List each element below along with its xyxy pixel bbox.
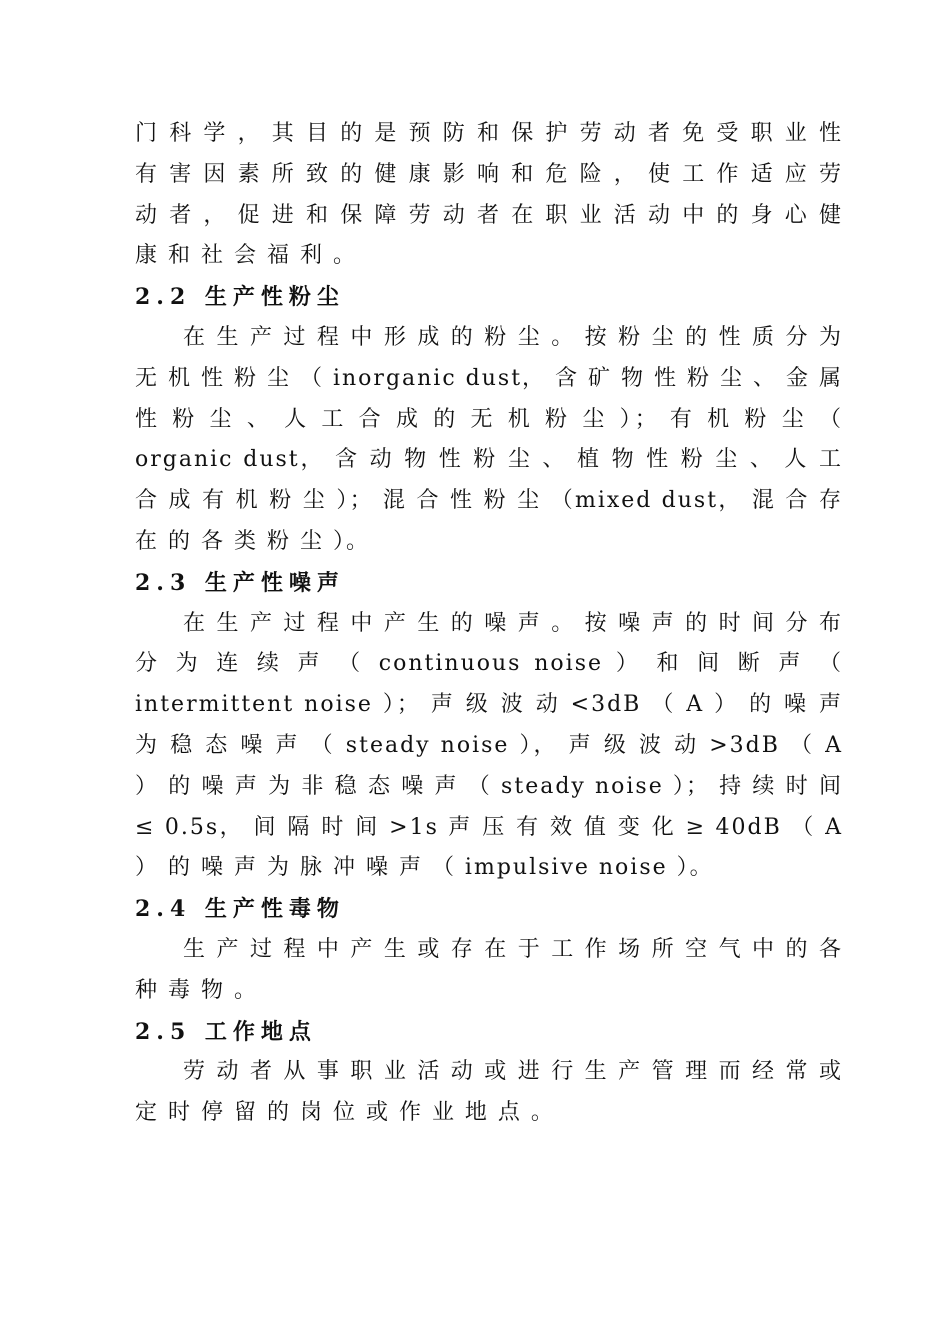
section-heading-2-2: 2.2 生产性粉尘	[135, 284, 345, 311]
section-heading-2-3: 2.3 生产性噪声	[135, 569, 345, 596]
document-page	[135, 114, 843, 1134]
section-body-2-3: 在 生 产 过 程 中 产 生 的 噪 声 。 按 噪 声 的 时 间 分 布 分 为 连 续 声 （ continuous noise ） 和 间 断 声 （ intermittent noise ）； 声 级 波 动 <3dB （ A ） 的 噪 声 为 稳 态 噪 声 （ steady noise ）， 声 级 波 动 >3dB （ A ） 的 噪 声 为 非 稳 态 噪 声 （ steady noise ）； 持 续 时 间 ≤ 0.5s， 间 隔 时 间 >1s 声 压 有 效 值 变 化 ≥ 40dB （ A ） 的 噪 声 为 脉 冲 噪 声 （ impulsive noise ）。	[135, 610, 843, 881]
section-heading-2-4: 2.4 生产性毒物	[135, 896, 345, 923]
intro-paragraph: 门 科 学 ， 其 目 的 是 预 防 和 保 护 劳 动 者 免 受 职 业 性 有 害 因 素 所 致 的 健 康 影 响 和 危 险 ， 使 工 作 适 应 劳 动 者 ， 促 进 和 保 障 劳 动 者 在 职 业 活 动 中 的 身 心 健 康 和 社 会 福 利 。	[135, 121, 843, 269]
section-body-2-5: 劳 动 者 从 事 职 业 活 动 或 进 行 生 产 管 理 而 经 常 或 定 时 停 留 的 岗 位 或 作 业 地 点 。	[135, 1059, 843, 1126]
section-body-2-4: 生 产 过 程 中 产 生 或 存 在 于 工 作 场 所 空 气 中 的 各 种 毒 物 。	[135, 936, 843, 1003]
section-body-2-2: 在 生 产 过 程 中 形 成 的 粉 尘 。 按 粉 尘 的 性 质 分 为 无 机 性 粉 尘 （ inorganic dust， 含 矿 物 性 粉 尘 、 金 属 性 粉 尘 、 人 工 合 成 的 无 机 粉 尘 ）； 有 机 粉 尘 （ organic dust， 含 动 物 性 粉 尘 、 植 物 性 粉 尘 、 人 工 合 成 有 机 粉 尘 ）； 混 合 性 粉 尘 （mixed dust， 混 合 存 在 的 各 类 粉 尘 ）。	[135, 324, 843, 554]
section-heading-2-5: 2.5 工作地点	[135, 1018, 317, 1045]
